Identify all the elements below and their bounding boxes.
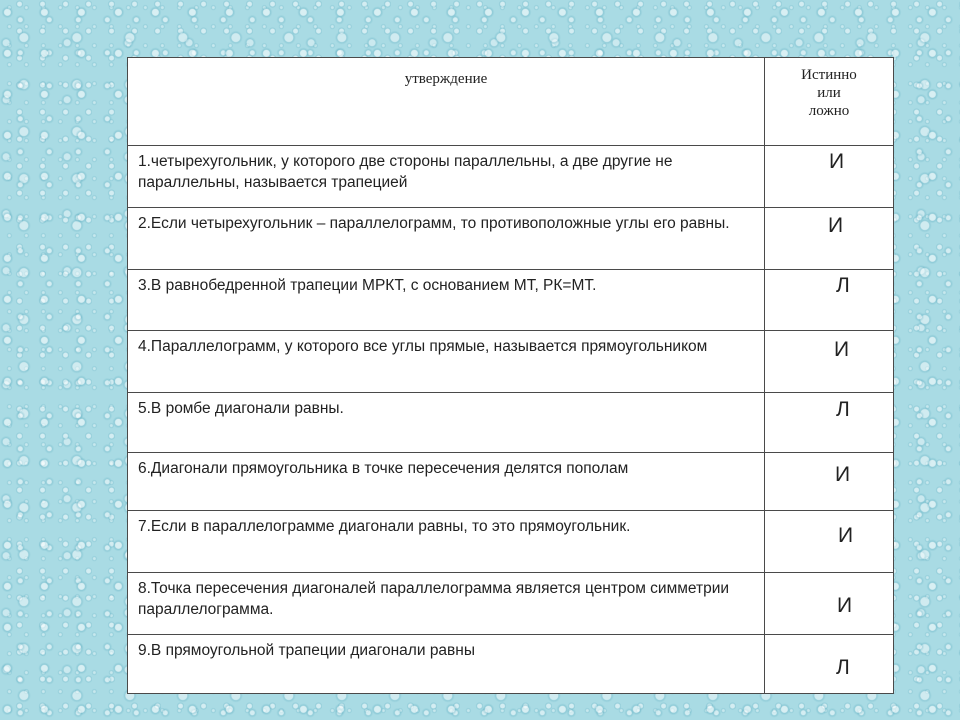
statement-cell: 4.Параллелограмм, у которого все углы прямые, называется прямоугольником xyxy=(128,331,765,393)
statement-table xyxy=(127,57,894,694)
answer-cell xyxy=(765,635,894,694)
header-answer-line: Истинно xyxy=(801,67,857,83)
statement-cell: 9.В прямоугольной трапеции диагонали равны xyxy=(128,635,765,694)
table-row xyxy=(128,146,894,208)
table-row xyxy=(128,331,894,393)
table-row xyxy=(128,511,894,573)
answer-value: Л xyxy=(836,274,850,297)
answer-value: И xyxy=(829,150,845,173)
answer-value: И xyxy=(834,338,850,361)
statement-cell: 3.В равнобедренной трапеции МРКТ, с основанием МТ, РК=МТ. xyxy=(128,270,765,331)
answer-cell xyxy=(765,511,894,573)
answer-value: Л xyxy=(836,656,850,679)
table-row xyxy=(128,453,894,511)
table-header-row xyxy=(128,58,894,146)
answer-value: Л xyxy=(836,398,850,421)
table-row xyxy=(128,635,894,694)
answer-value: И xyxy=(837,594,853,617)
answer-cell xyxy=(765,573,894,635)
table-row xyxy=(128,208,894,270)
table-row xyxy=(128,270,894,331)
answer-cell xyxy=(765,331,894,393)
table-row xyxy=(128,573,894,635)
statement-cell: 7.Если в параллелограмме диагонали равны, то это прямоугольник. xyxy=(128,511,765,573)
answer-cell xyxy=(765,453,894,511)
header-answer-line: или xyxy=(817,85,841,101)
header-answer xyxy=(765,58,894,146)
header-answer-line: ложно xyxy=(808,103,850,119)
answer-value: И xyxy=(838,524,854,547)
statement-cell: 5.В ромбе диагонали равны. xyxy=(128,393,765,453)
header-statement: утверждение xyxy=(128,58,765,146)
statement-cell: 2.Если четырехугольник – параллелограмм, то противоположные углы его равны. xyxy=(128,208,765,270)
answer-cell xyxy=(765,146,894,208)
answer-value: И xyxy=(835,463,851,486)
statement-cell: 8.Точка пересечения диагоналей параллелограмма является центром симметрии параллелограмма. xyxy=(128,573,765,635)
statement-cell: 1.четырехугольник, у которого две стороны параллельны, а две другие не параллельны, называется трапецией xyxy=(128,146,765,208)
answer-cell xyxy=(765,393,894,453)
answer-cell xyxy=(765,208,894,270)
answer-value: И xyxy=(828,214,844,237)
answer-cell xyxy=(765,270,894,331)
table-row xyxy=(128,393,894,453)
statement-cell: 6.Диагонали прямоугольника в точке пересечения делятся пополам xyxy=(128,453,765,511)
